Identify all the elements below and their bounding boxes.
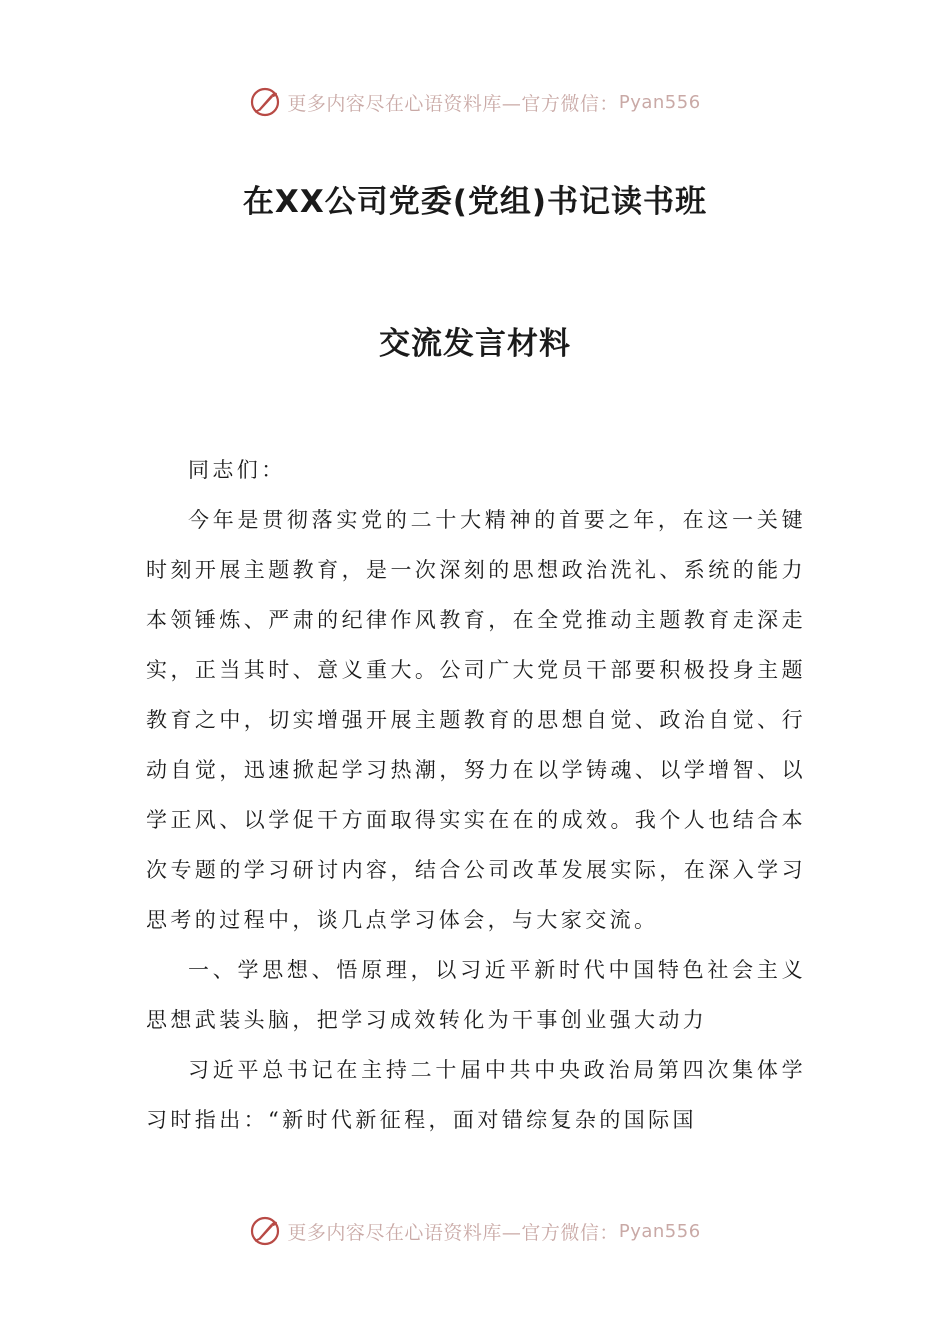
document-body <box>146 445 806 1145</box>
watermark-text: 更多内容尽在心语资料库—官方微信： <box>287 92 619 115</box>
document-title-line-2: 交流发言材料 <box>379 326 571 362</box>
body-paragraph: 习近平总书记在主持二十届中共中央政治局第四次集体学习时指出：“新时代新征程，面对错综复杂的国际国 <box>146 1058 806 1132</box>
quill-logo-icon <box>249 86 281 118</box>
section-heading-paragraph: 一、学思想、悟原理，以习近平新时代中国特色社会主义思想武装头脑，把学习成效转化为干事创业强大动力 <box>146 958 806 1032</box>
body-paragraph: 今年是贯彻落实党的二十大精神的首要之年，在这一关键时刻开展主题教育，是一次深刻的思想政治洗礼、系统的能力本领锤炼、严肃的纪律作风教育，在全党推动主题教育走深走实，正当其时、意义重大。公司广大党员干部要积极投身主题教育之中，切实增强开展主题教育的思想自觉、政治自觉、行动自觉，迅速掀起学习热潮，努力在以学铸魂、以学增智、以学正风、以学促干方面取得实实在在的成效。我个人也结合本次专题的学习研讨内容，结合公司改革发展实际，在深入学习思考的过程中，谈几点学习体会，与大家交流。 <box>146 508 806 932</box>
salutation-paragraph: 同志们： <box>188 458 286 482</box>
watermark-wechat-id: Pyan556 <box>618 91 701 113</box>
quill-logo-icon <box>249 1215 281 1247</box>
document-title-line-1: 在XX公司党委(党组)书记读书班 <box>242 184 708 220</box>
footer-watermark <box>0 1214 950 1248</box>
watermark-text: 更多内容尽在心语资料库—官方微信： <box>287 1221 619 1244</box>
watermark-wechat-id: Pyan556 <box>618 1220 701 1242</box>
header-watermark <box>0 85 950 119</box>
